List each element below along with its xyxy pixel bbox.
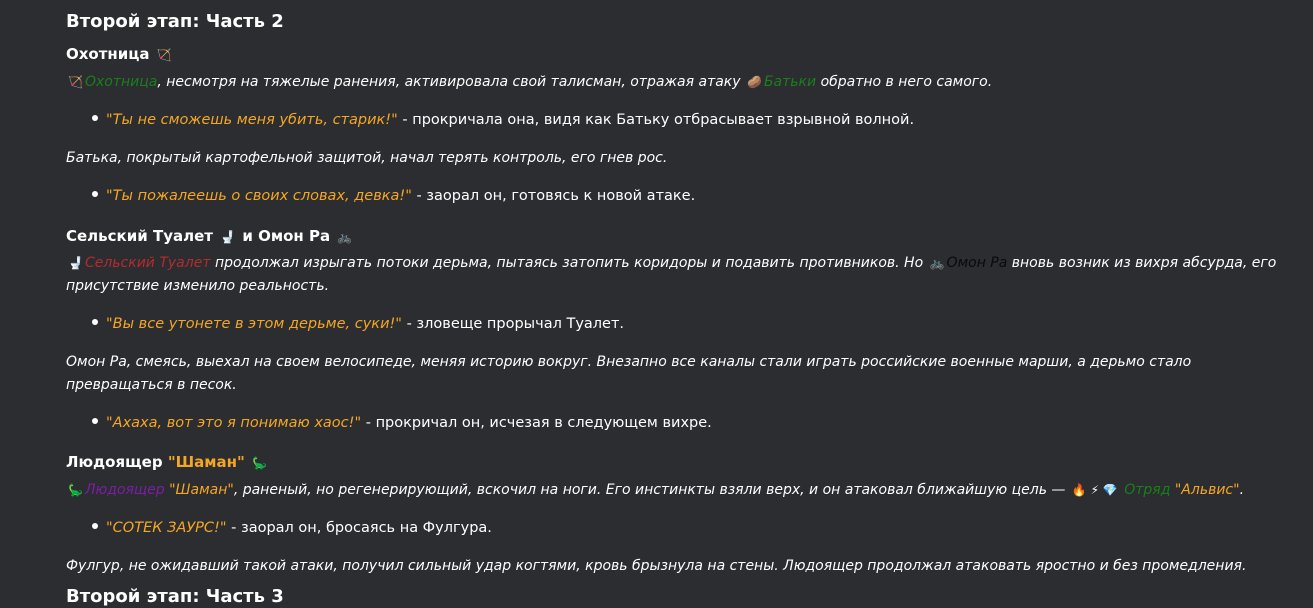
toilet-paragraph-text-1: продолжал изрыгать потоки дерьма, пытаясь затопить коридоры и подавить противников. Но [214,255,924,271]
next-section-title: Второй этап: Часть 3 [66,586,284,607]
hunter-bullet-2 [92,186,695,206]
toilet-quote: "Вы все утонете в этом дерьме, суки!" [106,316,402,332]
toilet-bullet-1-text: - зловеще прорычал Туалет. [401,316,625,332]
bullet-dot [92,191,98,197]
bicycle-icon: 🚲 [337,230,353,244]
toilet-bullet-1 [92,314,624,334]
bullet-dot [92,319,98,325]
lizard-paragraph [66,479,1288,502]
omon-quote: "Ахаха, вот это я понимаю хаос!" [106,415,362,431]
bullet-dot [92,418,98,424]
bullet-dot [92,523,98,529]
toilet-heading-label: Сельский Туалет [66,227,213,245]
lizard-heading-label: Людоящер [66,453,163,471]
squad-quote: "Альвис" [1174,482,1240,498]
hunter-name: Охотница [84,74,158,90]
toilet-bullet-2-text: - прокричал он, исчезая в следующем вихре. [361,415,712,431]
lizard-bullet-1-text: - заорал он, бросаясь на Фулгура. [226,520,492,536]
toilet-name: Сельский Туалет [84,255,211,271]
lizard-bullet-1 [92,518,492,538]
squad-icons: 🔥 ⚡ 💎 [1071,483,1118,497]
section-title: Второй этап: Часть 2 [66,11,284,32]
hunter-bullet-2-text: - заорал он, готовясь к новой атаке. [411,188,696,204]
bow-arrow-icon: 🏹 [156,48,172,62]
bicycle-icon: 🚲 [929,256,945,270]
dinosaur-icon: 🦕 [68,483,83,497]
omon-paragraph: Омон Ра, смеясь, выехал на своем велосипеде, меняя историю вокруг. Внезапно все каналы стали играть российские военные марши, а дерьмо стало превращаться в песок. [66,354,1192,393]
toilet-paragraph-text-2: вновь возник из вихря абсурда, его присутствие изменило реальность. [66,255,1277,294]
hunter-heading [66,44,174,65]
lizard-paragraph-end: . [1239,482,1245,498]
hunter-paragraph-text-1: , несмотря на тяжелые ранения, активировала свой талисман, отражая атаку [157,74,741,90]
potato-icon: 🥔 [747,75,762,89]
hunter-paragraph-text-2: обратно в него самого. [820,74,993,90]
toilet-bullet-2 [92,413,712,433]
toilet-heading-and: и Омон Ра [242,227,331,245]
batka-quote: "Ты пожалеешь о своих словах, девка!" [106,188,412,204]
lizard-heading-quote: "Шаман" [167,453,245,471]
hunter-paragraph [66,71,1288,94]
lizard-quote: "СОТЕК ЗАУРС!" [106,520,227,536]
bullet-dot [92,115,98,121]
omon-name: Омон Ра [946,255,1008,271]
hunter-quote-1: "Ты не сможешь меня убить, старик!" [106,112,398,128]
toilet-icon: 🚽 [68,256,83,270]
fulgur-paragraph: Фулгур, не ожидавший такой атаки, получил сильный удар когтями, кровь брызнула на стены. Людоящер продолжал атаковать яростно и без промедления. [66,558,1247,574]
toilet-heading [66,226,354,247]
lizard-heading [66,452,269,473]
dinosaur-icon: 🦕 [252,456,268,470]
lizard-paragraph-text-1: , раненый, но регенерирующий, вскочил на ноги. Его инстинкты взяли верх, и он атаковал ближайшую цель — [233,482,1066,498]
batka-paragraph: Батька, покрытый картофельной защитой, начал терять контроль, его гнев рос. [66,150,668,166]
bow-arrow-icon: 🏹 [68,75,83,89]
hunter-bullet-1-text: - прокричала она, видя как Батьку отбрасывает взрывной волной. [397,112,915,128]
lizard-name-quote: "Шаман" [169,482,234,498]
hunter-bullet-1 [92,110,914,130]
toilet-paragraph [66,252,1288,298]
toilet-icon: 🚽 [220,230,236,244]
hunter-heading-label: Охотница [66,45,150,63]
batka-name: Батьки [763,74,817,90]
squad-name: Отряд [1124,482,1171,498]
lizard-name: Людоящер [84,482,165,498]
